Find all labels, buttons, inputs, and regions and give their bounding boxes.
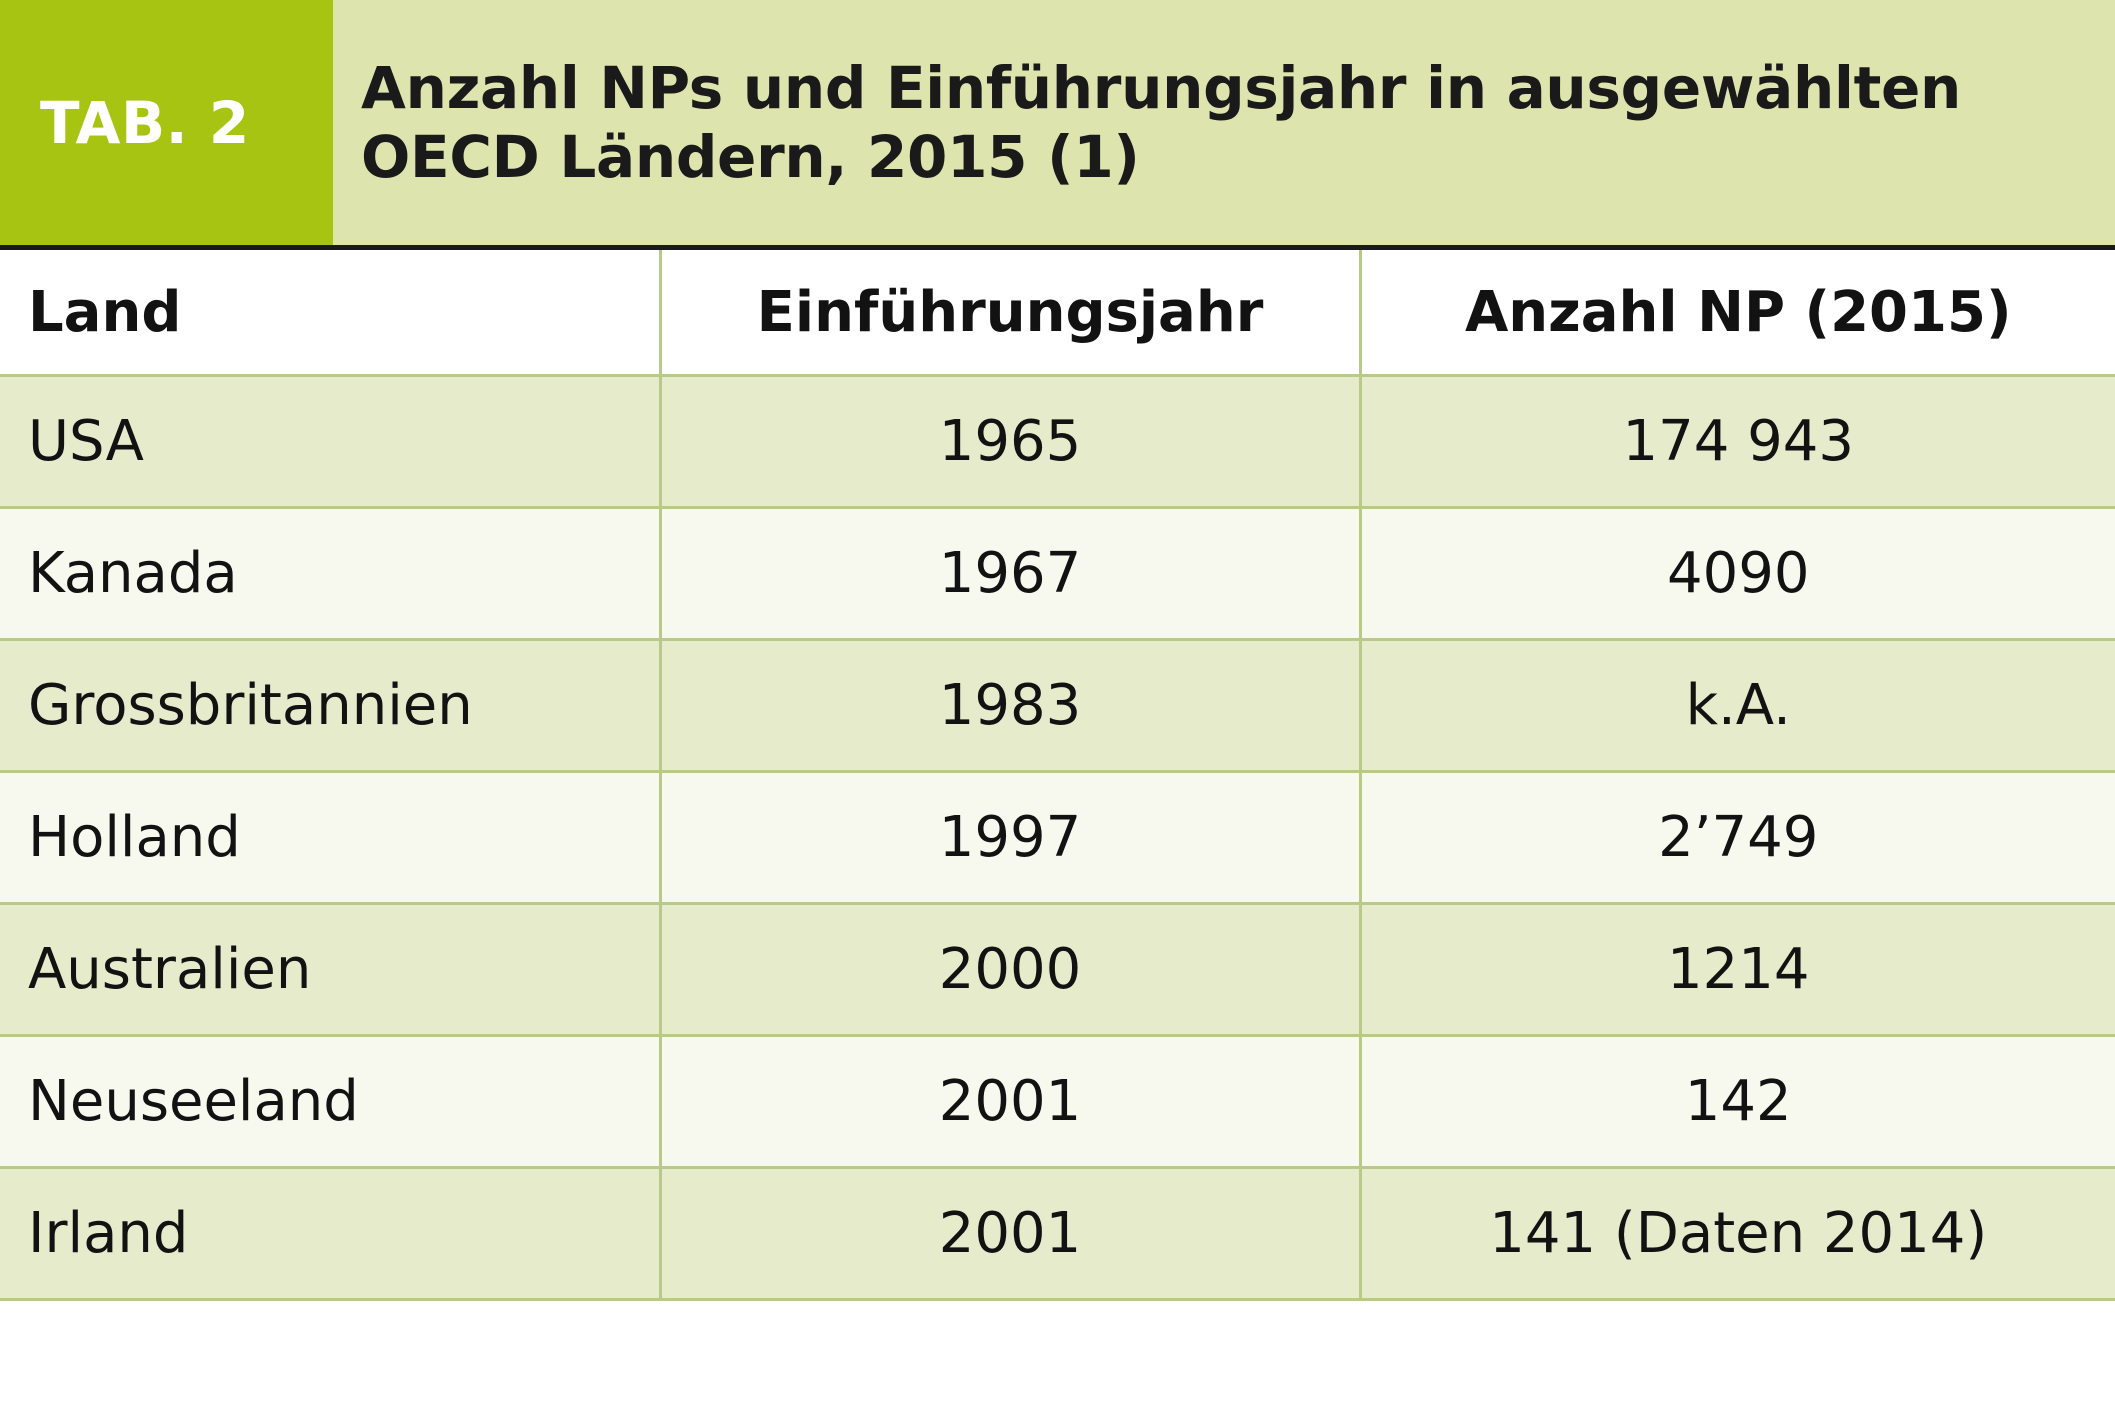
table-row (0, 376, 2115, 508)
table-row (0, 508, 2115, 640)
table-number-label: TAB. 2 (40, 88, 250, 157)
table-row (0, 640, 2115, 772)
table-row (0, 904, 2115, 1036)
figure-title-container (333, 0, 2115, 245)
table-body (0, 376, 2115, 1300)
table-head (0, 248, 2115, 376)
cell-land: Grossbritannien (0, 640, 660, 772)
cell-einfuehrungsjahr: 1983 (660, 640, 1360, 772)
cell-einfuehrungsjahr: 2001 (660, 1168, 1360, 1300)
oecd-np-table (0, 245, 2115, 1301)
cell-einfuehrungsjahr: 1965 (660, 376, 1360, 508)
cell-anzahl-np: 141 (Daten 2014) (1360, 1168, 2115, 1300)
cell-anzahl-np: 1214 (1360, 904, 2115, 1036)
cell-land: USA (0, 376, 660, 508)
cell-anzahl-np: 4090 (1360, 508, 2115, 640)
table-row (0, 1168, 2115, 1300)
cell-einfuehrungsjahr: 1997 (660, 772, 1360, 904)
cell-einfuehrungsjahr: 2000 (660, 904, 1360, 1036)
cell-land: Australien (0, 904, 660, 1036)
figure-title: Anzahl NPs und Einführungsjahr in ausgewählten OECD Ländern, 2015 (1) (361, 54, 1962, 191)
cell-anzahl-np: 2’749 (1360, 772, 2115, 904)
cell-anzahl-np: 174 943 (1360, 376, 2115, 508)
figure-header (0, 0, 2115, 245)
cell-land: Neuseeland (0, 1036, 660, 1168)
cell-einfuehrungsjahr: 2001 (660, 1036, 1360, 1168)
column-header-land: Land (0, 248, 660, 376)
table-number-badge (0, 0, 333, 245)
cell-einfuehrungsjahr: 1967 (660, 508, 1360, 640)
cell-land: Kanada (0, 508, 660, 640)
column-header-anzahl-np: Anzahl NP (2015) (1360, 248, 2115, 376)
table-header-row (0, 248, 2115, 376)
table-row (0, 1036, 2115, 1168)
cell-land: Irland (0, 1168, 660, 1300)
table-row (0, 772, 2115, 904)
cell-anzahl-np: 142 (1360, 1036, 2115, 1168)
cell-land: Holland (0, 772, 660, 904)
column-header-einfuehrungsjahr: Einführungsjahr (660, 248, 1360, 376)
cell-anzahl-np: k.A. (1360, 640, 2115, 772)
